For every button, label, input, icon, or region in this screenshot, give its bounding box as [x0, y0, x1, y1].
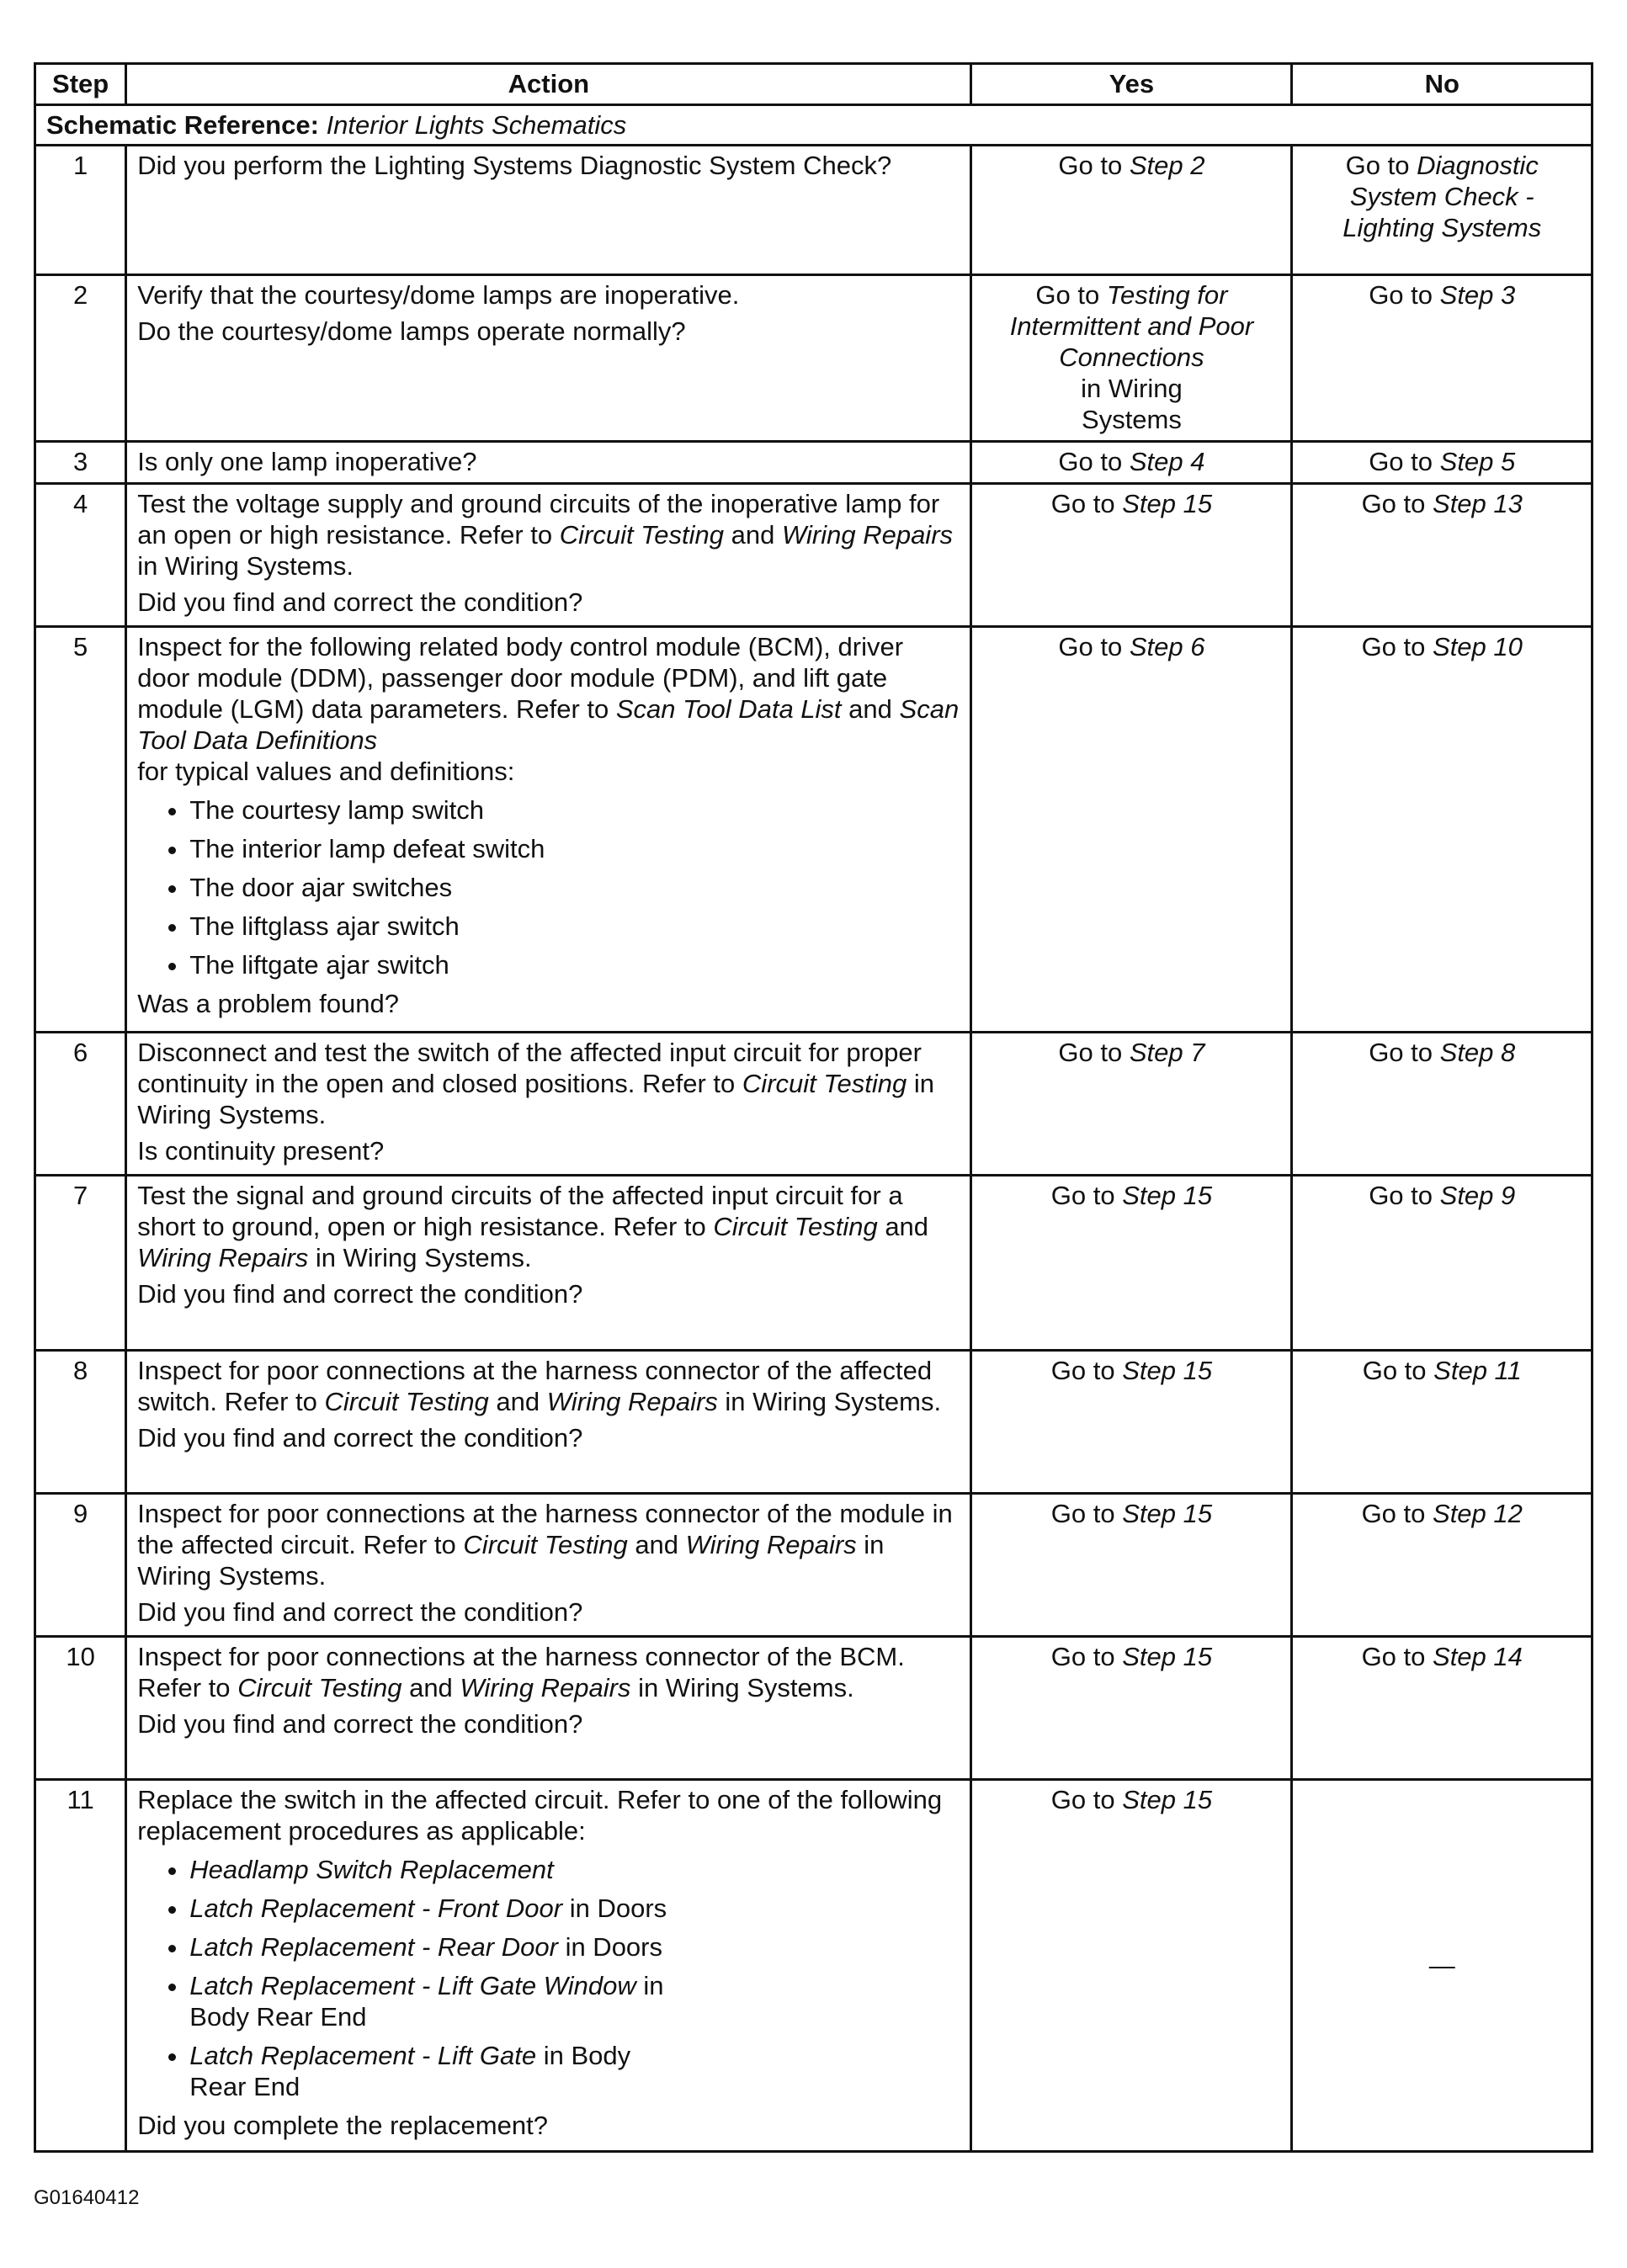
list-item: • The courtesy lamp switch [189, 794, 960, 826]
circuit-testing-link[interactable]: Circuit Testing [463, 1530, 628, 1559]
list-item: • The liftglass ajar switch [189, 911, 960, 942]
no-cell [1292, 146, 1592, 275]
no-cell [1292, 1176, 1592, 1351]
parameter-list [137, 794, 960, 980]
no-step-link[interactable]: Step 3 [1439, 280, 1516, 310]
action-question: Did you find and correct the condition? [137, 587, 583, 617]
no-cell [1292, 1637, 1592, 1780]
go-to-text: Go to [1050, 1356, 1115, 1385]
go-to-text: Go to [1050, 1181, 1115, 1210]
step-number: 10 [35, 1637, 126, 1780]
go-to-text: Go to [1058, 1038, 1123, 1067]
wiring-repairs-link[interactable]: Wiring Repairs [460, 1673, 631, 1702]
table-row [35, 1033, 1592, 1176]
yes-cell [971, 1494, 1292, 1637]
yes-step-link[interactable]: Step 15 [1122, 1642, 1213, 1671]
yes-cell [971, 1176, 1292, 1351]
yes-cell [971, 1351, 1292, 1494]
list-item [189, 1854, 960, 1885]
action-cell: Test the signal and ground circuits of the affected input circuit for a short to ground, open or high resistance. Refer to Circuit Testing and Wiring Repairs in Wiring Systems. Did you find and correct the condition? [126, 1176, 971, 1351]
yes-step-link[interactable]: Step 4 [1129, 447, 1205, 476]
no-cell [1292, 1780, 1592, 2152]
yes-cell: Go to Testing for Intermittent and Poor Connections in Wiring Systems [971, 275, 1292, 442]
wiring-repairs-link[interactable]: Wiring Repairs [546, 1387, 718, 1416]
table-row [35, 1637, 1592, 1780]
go-to-text: Go to [1058, 447, 1123, 476]
no-step-link[interactable]: Step 12 [1433, 1499, 1523, 1528]
no-cell [1292, 275, 1592, 442]
step-number: 6 [35, 1033, 126, 1176]
go-to-text: Go to [1369, 1038, 1433, 1067]
action-text: Verify that the courtesy/dome lamps are inoperative. [137, 280, 740, 310]
step-number: 7 [35, 1176, 126, 1351]
action-text: Replace the switch in the affected circuit. Refer to one of the following replacement procedures as applicable: [137, 1785, 943, 1846]
circuit-testing-link[interactable]: Circuit Testing [559, 520, 725, 550]
procedure-link[interactable]: Headlamp Switch Replacement [189, 1855, 554, 1884]
action-cell: Test the voltage supply and ground circuits of the inoperative lamp for an open or high resistance. Refer to Circuit Testing and Wiring Repairs in Wiring Systems. Did you find and correct the condition? [126, 484, 971, 627]
schematic-reference-link[interactable]: Interior Lights Schematics [326, 110, 627, 140]
table-row [35, 1780, 1592, 2152]
diagnostic-document [34, 62, 1593, 2153]
go-to-text: Go to [1058, 632, 1123, 661]
table-row [35, 442, 1592, 484]
no-link[interactable]: Diagnostic System Check - Lighting Systems [1343, 151, 1542, 242]
action-cell: Inspect for the following related body control module (BCM), driver door module (DDM), passenger door module (PDM), and lift gate module (LGM) data parameters. Refer to Scan Tool Data List and Scan Tool Data Definitions for typical values and definitions: • The courtesy lamp switch • The interior lamp defeat switch • The door ajar switches • The liftglass ajar switch • The liftgate ajar switch Was a problem found? [126, 627, 971, 1033]
go-to-text: Go to [1362, 1356, 1427, 1385]
action-text: Test the voltage supply and ground circuits of the inoperative lamp for an open or high resistance. Refer to [137, 489, 940, 550]
action-question: Did you complete the replacement? [137, 2111, 548, 2140]
step-number: 1 [35, 146, 126, 275]
schematic-reference-label: Schematic Reference: [46, 110, 319, 140]
action-text: Did you perform the Lighting Systems Diagnostic System Check? [137, 151, 892, 180]
action-cell: Disconnect and test the switch of the affected input circuit for proper continuity in the open and closed positions. Refer to Circuit Testing in Wiring Systems. Is continuity present? [126, 1033, 971, 1176]
step-number: 4 [35, 484, 126, 627]
action-cell [126, 1780, 971, 2152]
go-to-text: Go to [1361, 489, 1426, 518]
yes-cell [971, 146, 1292, 275]
yes-cell [971, 1780, 1292, 2152]
action-question: Did you find and correct the condition? [137, 1597, 583, 1627]
yes-cell [971, 484, 1292, 627]
circuit-testing-link[interactable]: Circuit Testing [742, 1069, 907, 1098]
yes-step-link[interactable]: Step 15 [1122, 1356, 1213, 1385]
go-to-text: Go to [1050, 1642, 1115, 1671]
action-cell [126, 275, 971, 442]
yes-step-link[interactable]: Step 2 [1129, 151, 1205, 180]
go-to-text: Go to [1035, 280, 1100, 310]
step-number: 5 [35, 627, 126, 1033]
go-to-text: Go to [1050, 1499, 1115, 1528]
go-to-text: Go to [1361, 1642, 1426, 1671]
list-item: • The liftgate ajar switch [189, 949, 960, 980]
schematic-reference-row [35, 105, 1592, 146]
no-step-link[interactable]: Step 13 [1433, 489, 1523, 518]
yes-cell [971, 1637, 1292, 1780]
header-action: Action [126, 64, 971, 105]
wiring-repairs-link[interactable]: Wiring Repairs [782, 520, 954, 550]
yes-cell [971, 442, 1292, 484]
go-to-text: Go to [1345, 151, 1410, 180]
table-row [35, 627, 1592, 1033]
no-cell [1292, 627, 1592, 1033]
yes-step-link[interactable]: Step 15 [1122, 1785, 1213, 1814]
action-text: Inspect for poor connections at the harness connector of the module in the affected circuit. Refer to [137, 1499, 953, 1559]
no-cell [1292, 1494, 1592, 1637]
table-row [35, 1494, 1592, 1637]
yes-link[interactable]: Testing for Intermittent and Poor Connections [1009, 280, 1254, 372]
action-question: Was a problem found? [137, 989, 400, 1018]
circuit-testing-link[interactable]: Circuit Testing [237, 1673, 402, 1702]
circuit-testing-link[interactable]: Circuit Testing [324, 1387, 489, 1416]
diagnostic-table [34, 62, 1593, 2153]
go-to-text: Go to [1361, 1499, 1426, 1528]
list-item: • The door ajar switches [189, 872, 960, 903]
no-dash: — [1428, 1951, 1455, 1980]
header-no: No [1292, 64, 1592, 105]
action-text: Inspect for poor connections at the harness connector of the affected switch. Refer to [137, 1356, 933, 1416]
action-question: Did you find and correct the condition? [137, 1709, 583, 1739]
wiring-repairs-link[interactable]: Wiring Repairs [137, 1243, 309, 1272]
schematic-reference [35, 105, 1592, 146]
go-to-text: Go to [1050, 1785, 1115, 1814]
no-step-link[interactable]: Step 11 [1433, 1356, 1522, 1385]
scan-tool-data-list-link[interactable]: Scan Tool Data List [615, 694, 842, 724]
no-cell [1292, 484, 1592, 627]
table-row [35, 146, 1592, 275]
action-cell [126, 442, 971, 484]
no-step-link[interactable]: Step 10 [1433, 632, 1523, 661]
action-cell: Inspect for poor connections at the harness connector of the module in the affected circuit. Refer to Circuit Testing and Wiring Repairs in Wiring Systems. Did you find and correct the condition? [126, 1494, 971, 1637]
yes-step-link[interactable]: Step 7 [1129, 1038, 1205, 1067]
list-item: • Latch Replacement - Rear Door in Doors [189, 1931, 960, 1963]
no-cell [1292, 1033, 1592, 1176]
yes-step-link[interactable]: Step 6 [1129, 632, 1205, 661]
yes-cell [971, 1033, 1292, 1176]
yes-step-link[interactable]: Step 15 [1122, 1499, 1213, 1528]
table-row [35, 275, 1592, 442]
procedure-list [137, 1854, 960, 2102]
table-header-row [35, 64, 1592, 105]
procedure-link[interactable]: Latch Replacement - Front Door [189, 1894, 563, 1923]
go-to-text: Go to [1050, 489, 1115, 518]
action-text: Is only one lamp inoperative? [137, 447, 477, 476]
action-question: Is continuity present? [137, 1136, 385, 1166]
yes-step-link[interactable]: Step 15 [1122, 1181, 1213, 1210]
action-text: Inspect for poor connections at the harness connector of the BCM. Refer to [137, 1642, 905, 1702]
list-item: • Latch Replacement - Front Door in Doors [189, 1893, 960, 1924]
go-to-text: Go to [1369, 280, 1433, 310]
action-question: Did you find and correct the condition? [137, 1279, 583, 1309]
no-step-link[interactable]: Step 5 [1439, 447, 1516, 476]
no-step-link[interactable]: Step 8 [1439, 1038, 1516, 1067]
procedure-link[interactable]: Latch Replacement - Lift Gate [189, 2041, 537, 2070]
action-question: Did you find and correct the condition? [137, 1423, 583, 1453]
yes-cell [971, 627, 1292, 1033]
list-item: • Latch Replacement - Lift Gate in Body Rear End [189, 2040, 678, 2102]
go-to-text: Go to [1058, 151, 1123, 180]
no-step-link[interactable]: Step 9 [1439, 1181, 1516, 1210]
action-cell: Inspect for poor connections at the harness connector of the affected switch. Refer to Circuit Testing and Wiring Repairs in Wiring Systems. Did you find and correct the condition? [126, 1351, 971, 1494]
no-cell [1292, 1351, 1592, 1494]
step-number: 2 [35, 275, 126, 442]
step-number: 11 [35, 1780, 126, 2152]
action-text: Inspect for the following related body control module (BCM), driver door module (DDM), passenger door module (PDM), and lift gate module (LGM) data parameters. Refer to [137, 632, 904, 724]
go-to-text: Go to [1369, 447, 1433, 476]
circuit-testing-link[interactable]: Circuit Testing [713, 1212, 878, 1241]
yes-step-link[interactable]: Step 15 [1122, 489, 1213, 518]
wiring-repairs-link[interactable]: Wiring Repairs [685, 1530, 857, 1559]
table-row [35, 1351, 1592, 1494]
action-question: Do the courtesy/dome lamps operate normally? [137, 316, 686, 346]
go-to-text: Go to [1361, 632, 1426, 661]
no-cell [1292, 442, 1592, 484]
step-number: 9 [35, 1494, 126, 1637]
figure-code: G01640412 [34, 2186, 140, 2209]
no-step-link[interactable]: Step 14 [1433, 1642, 1523, 1671]
action-cell: Inspect for poor connections at the harness connector of the BCM. Refer to Circuit Testing and Wiring Repairs in Wiring Systems. Did you find and correct the condition? [126, 1637, 971, 1780]
action-cell [126, 146, 971, 275]
table-row [35, 1176, 1592, 1351]
scan-tool-data-definitions-link[interactable]: Scan Tool Data Definitions [137, 694, 960, 755]
table-row [35, 484, 1592, 627]
action-text: Disconnect and test the switch of the affected input circuit for proper continuity in the open and closed positions. Refer to [137, 1038, 922, 1098]
go-to-text: Go to [1369, 1181, 1433, 1210]
header-step: Step [35, 64, 126, 105]
step-number: 3 [35, 442, 126, 484]
list-item: • Latch Replacement - Lift Gate Window in Body Rear End [189, 1970, 728, 2032]
step-number: 8 [35, 1351, 126, 1494]
procedure-link[interactable]: Latch Replacement - Lift Gate Window [189, 1971, 636, 2000]
procedure-link[interactable]: Latch Replacement - Rear Door [189, 1932, 558, 1962]
action-text: Test the signal and ground circuits of the affected input circuit for a short to ground, open or high resistance. Refer to [137, 1181, 903, 1241]
header-yes: Yes [971, 64, 1292, 105]
list-item: • The interior lamp defeat switch [189, 833, 960, 864]
